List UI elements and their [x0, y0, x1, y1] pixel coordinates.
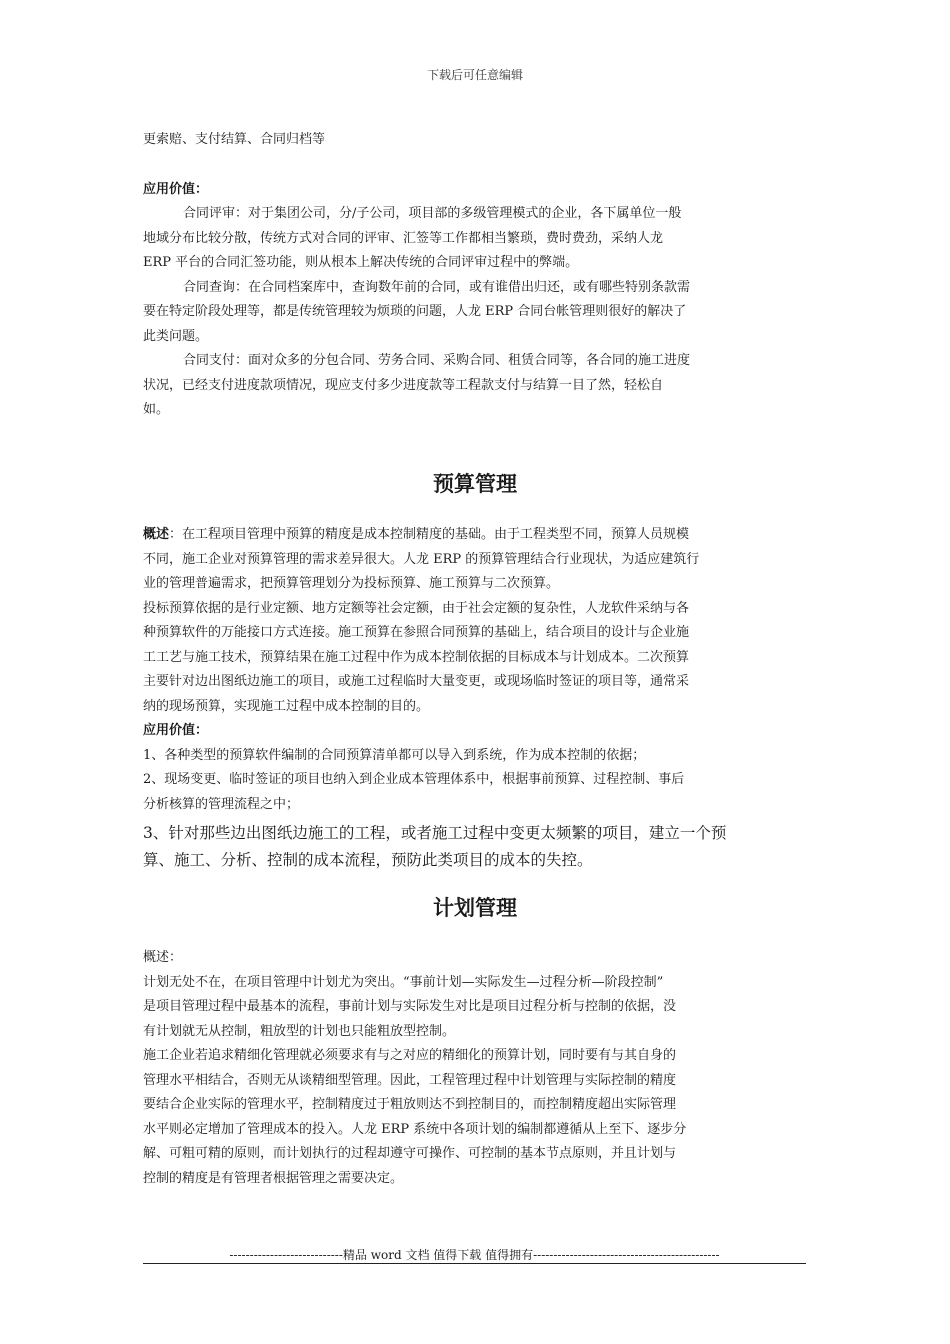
budget-overview: [143, 523, 803, 817]
page-footer: ----------------------------精品 word 文档 值得下载 值得拥有----------------------------------------------: [229, 1248, 720, 1262]
text-line: 合同支付：面对众多的分包合同、劳务合同、采购合同、租赁合同等，各合同的施工进度: [183, 353, 691, 368]
budget-value-item-3: [143, 820, 803, 874]
plan-body: [143, 946, 803, 1191]
text-line: 种预算软件的万能接口方式连接。施工预算在参照合同预算的基础上，结合项目的设计与企业施: [143, 625, 690, 640]
text-line: 控制的精度是有管理者根据管理之需要决定。: [143, 1170, 404, 1186]
contract-value-label: 应用价值：: [143, 182, 209, 197]
plan-overview-label: 概述：: [143, 950, 183, 965]
text-line: 如。: [143, 402, 170, 417]
list-item: 2、现场变更、临时签证的项目也纳入到企业成本管理体系中，根据事前预算、过程控制、事后: [143, 772, 685, 787]
text-line: 此类问题。: [143, 328, 209, 344]
text-line: 地域分布比较分散，传统方式对合同的评审、汇签等工作都相当繁琐，费时费劲，采纳人龙: [143, 230, 664, 246]
list-item: 3、针对那些边出图纸边施工的工程，或者施工过程中变更太频繁的项目，建立一个预: [143, 824, 727, 842]
contract-continuation: [143, 128, 803, 153]
text-line: 管理水平相结合，否则无从谈精细型管理。因此，工程管理过程中计划管理与实际控制的精度: [143, 1072, 677, 1088]
text-line: 主要针对边出图纸边施工的项目，或施工过程临时大量变更，或现场临时签证的项目等，通常采: [143, 674, 690, 689]
plan-section-title: 计划管理: [433, 896, 517, 920]
text-line: 计划无处不在，在项目管理中计划尤为突出。“事前计划—实际发生—过程分析—阶段控制”: [143, 974, 664, 990]
text-line: 合同评审：对于集团公司，分/子公司，项目部的多级管理模式的企业，各下属单位一般: [183, 206, 682, 221]
page-header: 下载后可任意编辑: [426, 68, 523, 82]
text-line: 解、可粗可精的原则，而计划执行的过程却遵守可操作、可控制的基本节点原则，并且计划与: [143, 1146, 677, 1161]
text-line: 施工企业若追求精细化管理就必须要求有与之对应的精细化的预算计划，同时要有与其自身的: [143, 1048, 677, 1063]
text-line: 是项目管理过程中最基本的流程，事前计划与实际发生对比是项目过程分析与控制的依据，没: [143, 999, 677, 1014]
text-line: 要在特定阶段处理等，都是传统管理较为烦琐的问题，人龙 ERP 合同台帐管理则很好的解决了: [143, 304, 687, 319]
text-line: 水平则必定增加了管理成本的投入。人龙 ERP 系统中各项计划的编制都遵循从上至下、逐步分: [143, 1121, 687, 1137]
list-item: 1、各种类型的预算软件编制的合同预算清单都可以导入到系统，作为成本控制的依据；: [143, 747, 646, 763]
text-line: 投标预算依据的是行业定额、地方定额等社会定额，由于社会定额的复杂性，人龙软件采纳与各: [143, 600, 690, 616]
text-line: 状况，已经支付进度款项情况，现应支付多少进度款等工程款支付与结算一目了然，轻松自: [143, 377, 664, 393]
list-item: 分析核算的管理流程之中；: [143, 796, 300, 812]
contract-para-review: [143, 202, 803, 423]
budget-overview-label: 概述: [143, 527, 170, 542]
footer-divider: [143, 1263, 806, 1264]
text-line: 合同查询：在合同档案库中，查询数年前的合同，或有谁借出归还，或有哪些特别条款需: [183, 279, 691, 295]
text-line: 不同，施工企业对预算管理的需求差异很大。人龙 ERP 的预算管理结合行业现状，为适应建筑行: [143, 551, 700, 567]
budget-section-title: 预算管理: [433, 472, 517, 496]
text-line: 有计划就无从控制，粗放型的计划也只能粗放型控制。: [143, 1023, 456, 1039]
text-line: ERP 平台的合同汇签功能，则从根本上解决传统的合同评审过程中的弊端。: [143, 255, 579, 270]
list-item: 算、施工、分析、控制的成本流程，预防此类项目的成本的失控。: [143, 851, 593, 869]
text-line: 工工艺与施工技术，预算结果在施工过程中作为成本控制依据的目标成本与计划成本。二次预算: [143, 649, 690, 665]
budget-value-label: 应用价值：: [143, 723, 209, 738]
contract-top-line: 更索赔、支付结算、合同归档等: [143, 132, 326, 147]
text-line: 业的管理普遍需求，把预算管理划分为投标预算、施工预算与二次预算。: [143, 576, 560, 591]
text-line: 纳的现场预算，实现施工过程中成本控制的目的。: [143, 698, 430, 714]
text-line: ：在工程项目管理中预算的精度是成本控制精度的基础。由于工程类型不同，预算人员规模: [169, 527, 690, 542]
text-line: 要结合企业实际的管理水平，控制精度过于粗放则达不到控制目的，而控制精度超出实际管理: [143, 1097, 677, 1112]
